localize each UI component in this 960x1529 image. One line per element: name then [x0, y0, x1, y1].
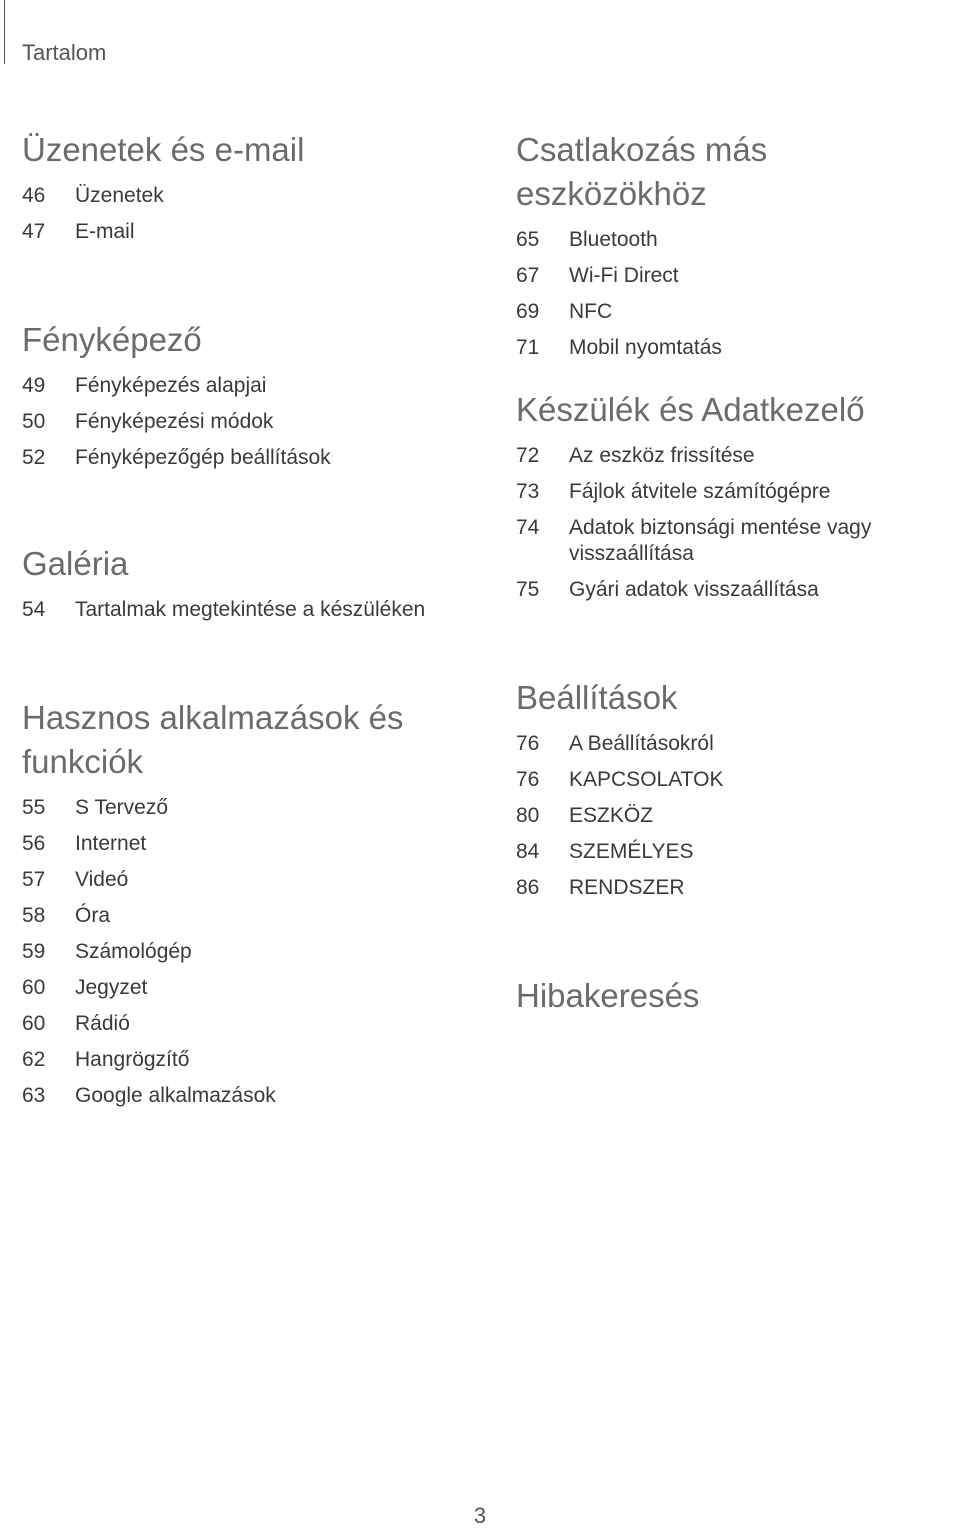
- entry-page-number: 56: [22, 832, 46, 855]
- entry-page-number: 69: [516, 300, 540, 323]
- entry-title: S Tervező: [75, 796, 168, 819]
- toc-entries: [22, 178, 462, 250]
- entry-page-number: 65: [516, 228, 540, 251]
- toc-entry[interactable]: [516, 438, 956, 474]
- section-title: Hasznos alkalmazások és funkciók: [22, 699, 404, 780]
- entry-page-number: 54: [22, 598, 46, 621]
- header-rule: [4, 0, 5, 64]
- entry-title: Fényképezőgép beállítások: [75, 446, 331, 469]
- entry-page-number: 63: [22, 1084, 46, 1107]
- toc-section-useful-apps: [22, 696, 442, 1114]
- entry-title: A Beállításokról: [569, 732, 714, 755]
- toc-entry[interactable]: [516, 258, 956, 294]
- toc-entry[interactable]: [22, 1006, 442, 1042]
- toc-entry[interactable]: [22, 862, 442, 898]
- toc-section-settings: [516, 676, 956, 906]
- entry-title: Bluetooth: [569, 228, 658, 251]
- entry-title: Tartalmak megtekintése a készüléken: [75, 598, 426, 621]
- toc-entry[interactable]: [22, 898, 442, 934]
- entry-page-number: 62: [22, 1048, 46, 1071]
- entry-page-number: 80: [516, 804, 540, 827]
- entry-page-number: 58: [22, 904, 46, 927]
- toc-section-troubleshooting: [516, 974, 956, 1024]
- toc-entry[interactable]: [22, 934, 442, 970]
- toc-entry[interactable]: [22, 1078, 442, 1114]
- entry-title: Rádió: [75, 1012, 130, 1035]
- toc-entry[interactable]: [22, 826, 442, 862]
- toc-section-device-data: [516, 388, 956, 608]
- entry-page-number: 60: [22, 1012, 46, 1035]
- entry-page-number: 71: [516, 336, 540, 359]
- entry-page-number: 67: [516, 264, 540, 287]
- entry-page-number: 72: [516, 444, 540, 467]
- entry-title: Videó: [75, 868, 129, 891]
- entry-title: Fényképezés alapjai: [75, 374, 267, 397]
- entry-page-number: 46: [22, 184, 46, 207]
- entry-title: SZEMÉLYES: [569, 840, 694, 863]
- entry-title: Jegyzet: [75, 976, 148, 999]
- toc-entry[interactable]: [516, 510, 956, 572]
- toc-section-connections: [516, 128, 956, 366]
- toc-section-camera: [22, 318, 462, 476]
- entry-title: Hangrögzítő: [75, 1048, 190, 1071]
- entry-title: Üzenetek: [75, 184, 164, 207]
- toc-entries: [22, 790, 442, 1114]
- section-title: Galéria: [22, 545, 129, 582]
- entry-title: KAPCSOLATOK: [569, 768, 724, 791]
- toc-entries: [22, 368, 462, 476]
- entry-title: Wi-Fi Direct: [569, 264, 679, 287]
- entry-page-number: 52: [22, 446, 46, 469]
- entry-title: Internet: [75, 832, 147, 855]
- toc-entries: [516, 438, 956, 608]
- entry-title: Fájlok átvitele számítógépre: [569, 480, 831, 503]
- entry-page-number: 50: [22, 410, 46, 433]
- entry-title: Számológép: [75, 940, 192, 963]
- entry-title: ESZKÖZ: [569, 804, 654, 827]
- toc-section-gallery: [22, 542, 462, 628]
- section-title[interactable]: Hibakeresés: [516, 977, 700, 1014]
- entry-page-number: 74: [516, 516, 540, 539]
- toc-entry[interactable]: [22, 178, 462, 214]
- section-title: Csatlakozás más eszközökhöz: [516, 131, 768, 212]
- entry-title: E-mail: [75, 220, 135, 243]
- entry-page-number: 60: [22, 976, 46, 999]
- toc-entry[interactable]: [22, 790, 442, 826]
- toc-entry[interactable]: [22, 970, 442, 1006]
- entry-page-number: 86: [516, 876, 540, 899]
- toc-section-messages: [22, 128, 462, 250]
- toc-entry[interactable]: [516, 798, 956, 834]
- toc-entry[interactable]: [516, 330, 956, 366]
- entry-title: Adatok biztonsági mentése vagy visszaállítása: [569, 516, 872, 565]
- entry-page-number: 55: [22, 796, 46, 819]
- entry-page-number: 59: [22, 940, 46, 963]
- entry-title: Mobil nyomtatás: [569, 336, 722, 359]
- entry-page-number: 75: [516, 578, 540, 601]
- entry-title: Óra: [75, 904, 111, 927]
- entry-page-number: 73: [516, 480, 540, 503]
- entry-title: NFC: [569, 300, 613, 323]
- toc-entry[interactable]: [516, 726, 956, 762]
- running-head-title: Tartalom: [22, 40, 107, 65]
- entry-title: RENDSZER: [569, 876, 685, 899]
- entry-title: Gyári adatok visszaállítása: [569, 578, 819, 601]
- section-title: Készülék és Adatkezelő: [516, 391, 865, 428]
- toc-entry[interactable]: [516, 762, 956, 798]
- entry-title: Fényképezési módok: [75, 410, 274, 433]
- entry-title: Google alkalmazások: [75, 1084, 276, 1107]
- toc-entries: [516, 222, 956, 366]
- entry-page-number: 84: [516, 840, 540, 863]
- toc-entry[interactable]: [22, 440, 462, 476]
- toc-entry[interactable]: [22, 404, 462, 440]
- toc-entry[interactable]: [516, 870, 956, 906]
- toc-entry[interactable]: [516, 474, 956, 510]
- section-title: Beállítások: [516, 679, 678, 716]
- toc-entry[interactable]: [22, 214, 462, 250]
- section-title: Fényképező: [22, 321, 202, 358]
- entry-page-number: 49: [22, 374, 46, 397]
- toc-entry[interactable]: [516, 572, 956, 608]
- toc-entry[interactable]: [22, 368, 462, 404]
- toc-entry[interactable]: [516, 222, 956, 258]
- section-title: Üzenetek és e-mail: [22, 131, 305, 168]
- toc-entries: [516, 726, 956, 906]
- entry-page-number: 47: [22, 220, 46, 243]
- toc-entry[interactable]: [516, 834, 956, 870]
- entry-page-number: 76: [516, 768, 540, 791]
- entry-page-number: 76: [516, 732, 540, 755]
- toc-entry[interactable]: [516, 294, 956, 330]
- entry-title: Az eszköz frissítése: [569, 444, 755, 467]
- entry-page-number: 57: [22, 868, 46, 891]
- page-number: 3: [473, 1503, 487, 1528]
- toc-entries: [22, 592, 462, 628]
- toc-entry[interactable]: [22, 1042, 442, 1078]
- toc-entry[interactable]: [22, 592, 462, 628]
